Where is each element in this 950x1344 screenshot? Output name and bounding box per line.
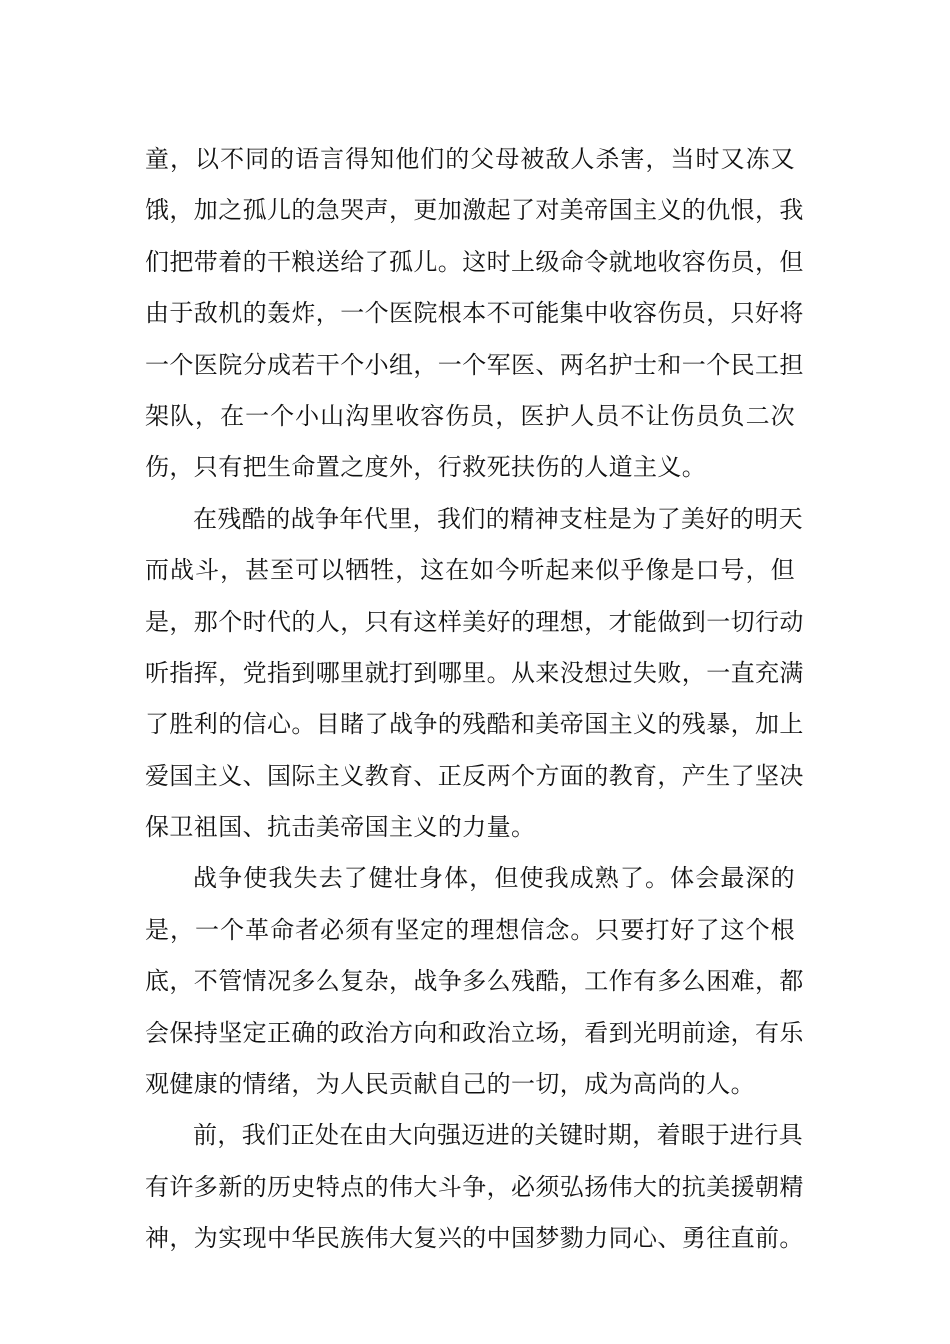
text-line: 了胜利的信心。目睹了战争的残酷和美帝国主义的残暴，加上	[145, 710, 804, 739]
text-line: 爱国主义、国际主义教育、正反两个方面的教育，产生了坚决	[145, 761, 804, 790]
text-line: 观健康的情绪，为人民贡献自己的一切，成为高尚的人。	[145, 1070, 755, 1099]
text-line: 底，不管情况多么复杂，战争多么残酷，工作有多么困难，都	[145, 967, 804, 996]
text-line: 一个医院分成若干个小组，一个军医、两名护士和一个民工担	[145, 350, 804, 379]
text-line: 伤，只有把生命置之度外，行救死扶伤的人道主义。	[145, 453, 707, 482]
paragraph-4	[145, 1110, 804, 1264]
text-line: 童，以不同的语言得知他们的父母被敌人杀害，当时又冻又	[145, 145, 795, 173]
body-text	[145, 134, 804, 1265]
text-line: 神，为实现中华民族伟大复兴的中国梦勠力同心、勇往直前。	[145, 1224, 804, 1253]
text-line: 战争使我失去了健壮身体，但使我成熟了。体会最深的	[193, 864, 795, 893]
text-line: 在残酷的战争年代里，我们的精神支柱是为了美好的明天	[193, 504, 803, 533]
text-line: 饿，加之孤儿的急哭声，更加激起了对美帝国主义的仇恨，我	[145, 196, 804, 225]
text-line: 架队，在一个小山沟里收容伤员，医护人员不让伤员负二次	[145, 401, 795, 430]
text-line: 前，我们正处在由大向强迈进的关键时期，着眼于进行具	[193, 1121, 803, 1150]
paragraph-3	[145, 853, 804, 1110]
paragraph-1	[145, 134, 804, 494]
text-line: 是，一个革命者必须有坚定的理想信念。只要打好了这个根	[145, 915, 795, 944]
text-line: 而战斗，甚至可以牺牲，这在如今听起来似乎像是口号，但	[145, 556, 795, 585]
paragraph-2	[145, 494, 804, 854]
text-line: 是，那个时代的人，只有这样美好的理想，才能做到一切行动	[145, 607, 804, 636]
text-line: 会保持坚定正确的政治方向和政治立场，看到光明前途，有乐	[145, 1018, 804, 1047]
text-line: 由于敌机的轰炸，一个医院根本不可能集中收容伤员，只好将	[145, 299, 804, 328]
text-line: 保卫祖国、抗击美帝国主义的力量。	[145, 813, 536, 842]
text-line: 们把带着的干粮送给了孤儿。这时上级命令就地收容伤员，但	[145, 247, 804, 276]
text-line: 有许多新的历史特点的伟大斗争，必须弘扬伟大的抗美援朝精	[145, 1172, 804, 1201]
text-line: 听指挥，党指到哪里就打到哪里。从来没想过失败，一直充满	[145, 658, 804, 687]
